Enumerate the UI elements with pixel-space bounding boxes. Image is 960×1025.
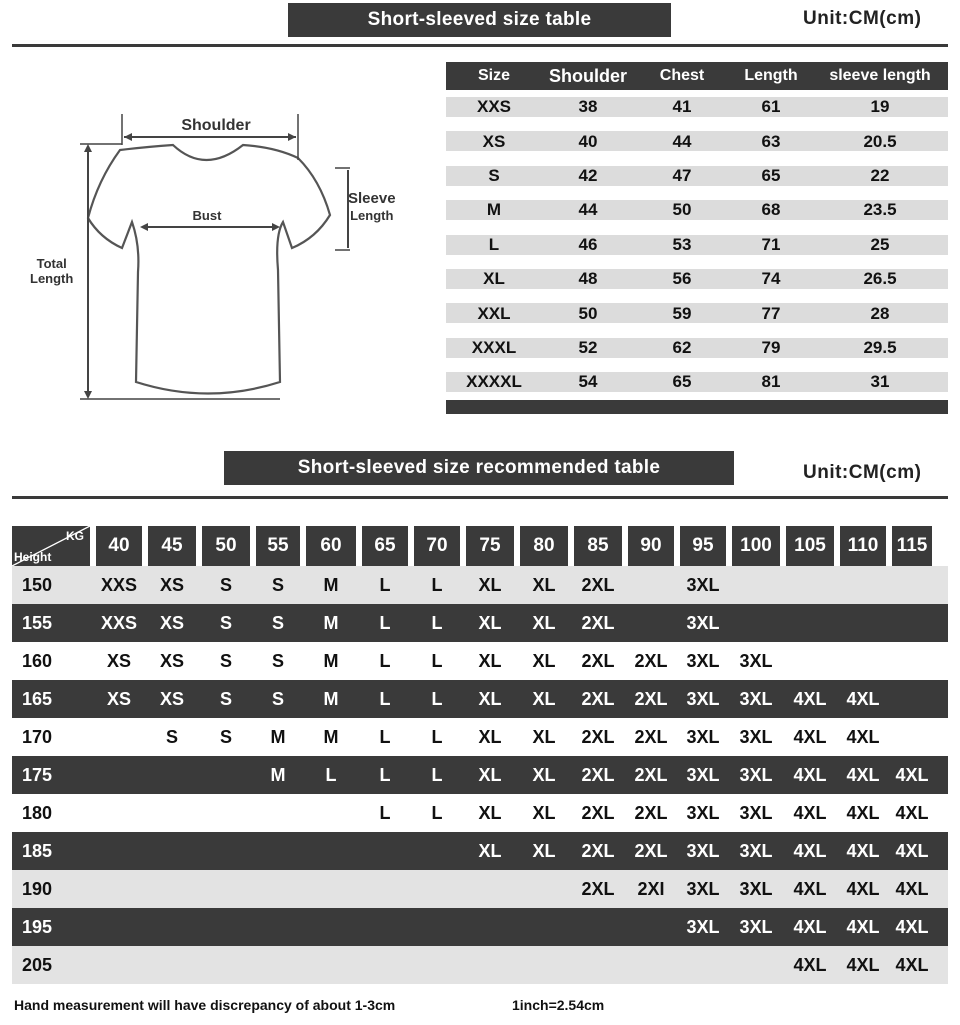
weight-header-cell: 90 <box>628 526 674 566</box>
height-row <box>12 718 948 756</box>
recommended-size-cell: 2XL <box>581 688 615 709</box>
total-length-label: Total Length <box>30 256 74 286</box>
recommended-size-cell: 4XL <box>793 802 827 823</box>
size-row <box>446 193 948 227</box>
col-length: Length <box>730 62 812 90</box>
recommended-size-cell: 3XL <box>686 840 720 861</box>
recommended-size-cell: XS <box>159 650 184 671</box>
size-row <box>446 262 948 296</box>
size-cell: L <box>446 228 542 262</box>
recommended-size-cell: L <box>431 726 443 747</box>
recommended-size-cell: XL <box>532 688 556 709</box>
measurement-cell: 40 <box>542 124 634 158</box>
measurement-cell: 52 <box>542 331 634 365</box>
measurement-cell: 23.5 <box>812 193 948 227</box>
recommended-size-cell: XS <box>106 688 131 709</box>
bust-label: Bust <box>192 208 222 223</box>
height-cell: 190 <box>22 878 53 899</box>
size-row <box>446 296 948 330</box>
weight-header-row <box>12 526 948 566</box>
shoulder-label: Shoulder <box>181 117 251 134</box>
recommended-size-cell: S <box>271 574 284 595</box>
size-row <box>446 90 948 124</box>
recommended-size-cell: L <box>379 612 391 633</box>
recommended-size-cell: M <box>323 688 339 709</box>
size-cell: M <box>446 193 542 227</box>
weight-header-cell: 115 <box>892 526 932 566</box>
recommended-size-cell: 3XL <box>739 802 773 823</box>
recommended-size-cell: 4XL <box>846 954 880 975</box>
height-cell: 165 <box>22 688 53 709</box>
top-divider <box>12 44 948 47</box>
height-cell: 185 <box>22 840 53 861</box>
size-row <box>446 365 948 399</box>
height-row <box>12 794 948 832</box>
measurement-cell: 77 <box>730 296 812 330</box>
measurement-cell: 65 <box>730 159 812 193</box>
recommended-size-cell: L <box>431 650 443 671</box>
measurement-cell: 38 <box>542 90 634 124</box>
height-row <box>12 946 948 984</box>
recommended-size-cell: 3XL <box>739 840 773 861</box>
recommended-size-cell: S <box>219 612 232 633</box>
weight-header-cell: 60 <box>306 526 356 566</box>
measurement-cell: 71 <box>730 228 812 262</box>
weight-header-cell: 110 <box>840 526 886 566</box>
recommended-size-cell: 2XL <box>634 650 668 671</box>
height-cell: 175 <box>22 764 53 785</box>
col-chest: Chest <box>634 62 730 90</box>
recommended-size-cell: L <box>431 802 443 823</box>
weight-header-cell: 40 <box>96 526 142 566</box>
kg-label: KG <box>66 529 84 543</box>
weight-header-cell: 95 <box>680 526 726 566</box>
measurement-cell: 42 <box>542 159 634 193</box>
measurement-cell: 47 <box>634 159 730 193</box>
recommended-size-cell: 2XL <box>581 878 615 899</box>
recommended-size-cell: 4XL <box>846 878 880 899</box>
recommended-size-cell: S <box>165 726 178 747</box>
recommended-size-cell: 2XL <box>581 840 615 861</box>
measurement-cell: 31 <box>812 365 948 399</box>
col-sleeve-length: sleeve length <box>812 62 948 90</box>
height-cell: 180 <box>22 802 53 823</box>
col-size: Size <box>446 62 542 90</box>
size-cell: XXL <box>446 296 542 330</box>
measurement-cell: 74 <box>730 262 812 296</box>
measurement-cell: 61 <box>730 90 812 124</box>
recommended-size-cell: XS <box>159 688 184 709</box>
measurement-cell: 65 <box>634 365 730 399</box>
recommended-size-cell: S <box>219 650 232 671</box>
recommended-size-cell: 4XL <box>895 916 929 937</box>
size-cell: XXS <box>446 90 542 124</box>
weight-header-cell: 70 <box>414 526 460 566</box>
measurement-cell: 79 <box>730 331 812 365</box>
recommended-size-cell: 4XL <box>793 726 827 747</box>
measurement-cell: 29.5 <box>812 331 948 365</box>
recommended-size-cell: 3XL <box>686 878 720 899</box>
recommended-size-cell: XS <box>159 574 184 595</box>
mid-divider <box>12 496 948 499</box>
measurement-cell: 22 <box>812 159 948 193</box>
recommended-size-cell: L <box>379 726 391 747</box>
recommended-size-cell: 3XL <box>686 612 720 633</box>
height-row <box>12 604 948 642</box>
height-cell: 205 <box>22 954 53 975</box>
recommended-size-cell: 3XL <box>739 916 773 937</box>
recommended-size-cell: 3XL <box>739 726 773 747</box>
recommended-size-cell: 4XL <box>793 916 827 937</box>
recommended-size-cell: XL <box>532 802 556 823</box>
recommended-size-cell: 4XL <box>846 916 880 937</box>
weight-header-cell: 55 <box>256 526 300 566</box>
measurement-cell: 20.5 <box>812 124 948 158</box>
measurement-cell: 50 <box>542 296 634 330</box>
recommended-size-cell: XXS <box>100 612 138 633</box>
height-cell: 150 <box>22 574 53 595</box>
recommended-size-cell: XL <box>478 574 502 595</box>
discrepancy-note: Hand measurement will have discrepancy of about 1-3cm <box>14 997 396 1013</box>
size-table-header <box>446 62 948 90</box>
height-cell: 195 <box>22 916 53 937</box>
weight-header-cell: 100 <box>732 526 780 566</box>
measurement-cell: 41 <box>634 90 730 124</box>
height-row <box>12 756 948 794</box>
recommended-size-cell: XL <box>532 650 556 671</box>
recommended-size-cell: 2XL <box>634 802 668 823</box>
size-cell: XXXXL <box>446 365 542 399</box>
height-cell: 155 <box>22 612 53 633</box>
recommend-table-title: Short-sleeved size recommended table <box>224 451 734 485</box>
col-shoulder: Shoulder <box>542 62 634 90</box>
recommended-size-cell: 4XL <box>846 840 880 861</box>
recommended-size-cell: 2XL <box>634 840 668 861</box>
recommended-size-cell: 3XL <box>739 688 773 709</box>
recommended-size-cell: 4XL <box>846 802 880 823</box>
tshirt-outline <box>88 145 330 394</box>
size-table-title: Short-sleeved size table <box>288 3 671 37</box>
recommended-size-cell: M <box>323 650 339 671</box>
recommended-size-cell: L <box>431 688 443 709</box>
height-cell: 170 <box>22 726 53 747</box>
recommended-size-cell: 2XL <box>634 688 668 709</box>
recommended-size-cell: 3XL <box>739 878 773 899</box>
sleeve-label: Sleeve Length <box>348 190 396 223</box>
recommended-size-cell: L <box>431 764 443 785</box>
recommended-size-cell: M <box>323 612 339 633</box>
recommended-size-cell: XL <box>532 840 556 861</box>
recommended-size-cell: XS <box>159 612 184 633</box>
recommended-size-cell: XL <box>532 726 556 747</box>
weight-header-cell: 75 <box>466 526 514 566</box>
recommended-size-cell: L <box>431 612 443 633</box>
measurement-cell: 62 <box>634 331 730 365</box>
recommended-size-cell: 4XL <box>793 954 827 975</box>
recommended-size-cell: M <box>323 726 339 747</box>
recommended-size-cell: 3XL <box>686 726 720 747</box>
measurement-cell: 25 <box>812 228 948 262</box>
measurement-cell: 53 <box>634 228 730 262</box>
recommended-size-cell: XL <box>478 840 502 861</box>
height-row <box>12 680 948 718</box>
weight-header-cell: 50 <box>202 526 250 566</box>
recommended-size-cell: 3XL <box>739 650 773 671</box>
recommended-size-cell: M <box>323 574 339 595</box>
size-measurement-table <box>446 62 948 414</box>
height-cell: 160 <box>22 650 53 671</box>
measurement-cell: 44 <box>634 124 730 158</box>
recommended-size-cell: XL <box>478 688 502 709</box>
recommended-size-cell: XXS <box>100 574 138 595</box>
height-row <box>12 832 948 870</box>
recommended-size-cell: S <box>219 688 232 709</box>
recommended-size-cell: 2XL <box>581 574 615 595</box>
recommended-size-cell: 3XL <box>686 764 720 785</box>
size-cell: XXXL <box>446 331 542 365</box>
recommended-size-cell: 3XL <box>686 802 720 823</box>
recommend-size-table <box>12 526 948 984</box>
recommended-size-cell: L <box>379 650 391 671</box>
recommended-size-cell: 4XL <box>793 878 827 899</box>
measurement-cell: 59 <box>634 296 730 330</box>
weight-header-cell: 85 <box>574 526 622 566</box>
recommended-size-cell: L <box>379 764 391 785</box>
recommended-size-cell: L <box>379 802 391 823</box>
recommended-size-cell: M <box>270 764 286 785</box>
recommended-size-cell: 4XL <box>793 840 827 861</box>
recommended-size-cell: 2XL <box>634 726 668 747</box>
recommended-size-cell: XL <box>478 650 502 671</box>
recommended-size-cell: 4XL <box>846 764 880 785</box>
size-table-footer-bar <box>446 400 948 414</box>
recommended-size-cell: L <box>431 574 443 595</box>
recommended-size-cell: XL <box>478 764 502 785</box>
recommended-size-cell: S <box>219 574 232 595</box>
recommend-table-unit: Unit:CM(cm) <box>803 462 922 483</box>
inch-conversion-note: 1inch=2.54cm <box>512 997 605 1013</box>
weight-header-cell: 45 <box>148 526 196 566</box>
weight-header-cell: 105 <box>786 526 834 566</box>
recommended-size-cell: S <box>219 726 232 747</box>
recommended-size-cell: XL <box>478 726 502 747</box>
recommended-size-cell: XL <box>532 574 556 595</box>
height-row <box>12 908 948 946</box>
recommended-size-cell: 2XL <box>581 726 615 747</box>
recommended-size-cell: 4XL <box>895 954 929 975</box>
recommended-size-cell: XL <box>478 802 502 823</box>
recommended-size-cell: 4XL <box>846 726 880 747</box>
recommended-size-cell: 2XL <box>581 650 615 671</box>
size-row <box>446 124 948 158</box>
measurement-cell: 46 <box>542 228 634 262</box>
recommended-size-cell: M <box>270 726 286 747</box>
height-row <box>12 870 948 908</box>
height-row <box>12 642 948 680</box>
recommended-size-cell: 2XI <box>637 878 665 899</box>
recommended-size-cell: 3XL <box>686 688 720 709</box>
recommended-size-cell: 4XL <box>793 688 827 709</box>
size-row <box>446 159 948 193</box>
measurement-cell: 81 <box>730 365 812 399</box>
recommended-size-cell: 4XL <box>895 764 929 785</box>
weight-header-cell: 65 <box>362 526 408 566</box>
recommended-size-cell: XS <box>106 650 131 671</box>
recommended-size-cell: 4XL <box>793 764 827 785</box>
recommended-size-cell: XL <box>478 612 502 633</box>
measurement-cell: 56 <box>634 262 730 296</box>
size-row <box>446 331 948 365</box>
table-corner-cell <box>12 526 90 566</box>
size-table-unit: Unit:CM(cm) <box>803 8 922 29</box>
recommended-size-cell: 3XL <box>739 764 773 785</box>
recommended-size-cell: 2XL <box>581 612 615 633</box>
recommended-size-cell: L <box>379 688 391 709</box>
size-cell: S <box>446 159 542 193</box>
recommended-size-cell: 3XL <box>686 916 720 937</box>
measurement-cell: 50 <box>634 193 730 227</box>
recommended-size-cell: L <box>379 574 391 595</box>
recommended-size-cell: XL <box>532 612 556 633</box>
measurement-cell: 63 <box>730 124 812 158</box>
recommended-size-cell: S <box>271 612 284 633</box>
measurement-cell: 44 <box>542 193 634 227</box>
size-cell: XL <box>446 262 542 296</box>
height-row <box>12 566 948 604</box>
recommended-size-cell: 3XL <box>686 574 720 595</box>
weight-header-cell: 80 <box>520 526 568 566</box>
recommended-size-cell: 2XL <box>581 764 615 785</box>
recommended-size-cell: S <box>271 650 284 671</box>
height-label: Height <box>14 550 52 564</box>
recommended-size-cell: 4XL <box>895 840 929 861</box>
recommended-size-cell: XL <box>532 764 556 785</box>
recommended-size-cell: 2XL <box>634 764 668 785</box>
recommended-size-cell: S <box>271 688 284 709</box>
recommended-size-cell: 3XL <box>686 650 720 671</box>
measurement-cell: 54 <box>542 365 634 399</box>
measurement-cell: 48 <box>542 262 634 296</box>
measurement-cell: 68 <box>730 193 812 227</box>
measurement-cell: 19 <box>812 90 948 124</box>
size-row <box>446 228 948 262</box>
recommended-size-cell: 4XL <box>846 688 880 709</box>
tshirt-measurement-diagram <box>30 100 350 410</box>
recommended-size-cell: 2XL <box>581 802 615 823</box>
recommended-size-cell: 4XL <box>895 878 929 899</box>
size-cell: XS <box>446 124 542 158</box>
recommended-size-cell: L <box>325 764 337 785</box>
measurement-cell: 26.5 <box>812 262 948 296</box>
measurement-cell: 28 <box>812 296 948 330</box>
recommended-size-cell: 4XL <box>895 802 929 823</box>
